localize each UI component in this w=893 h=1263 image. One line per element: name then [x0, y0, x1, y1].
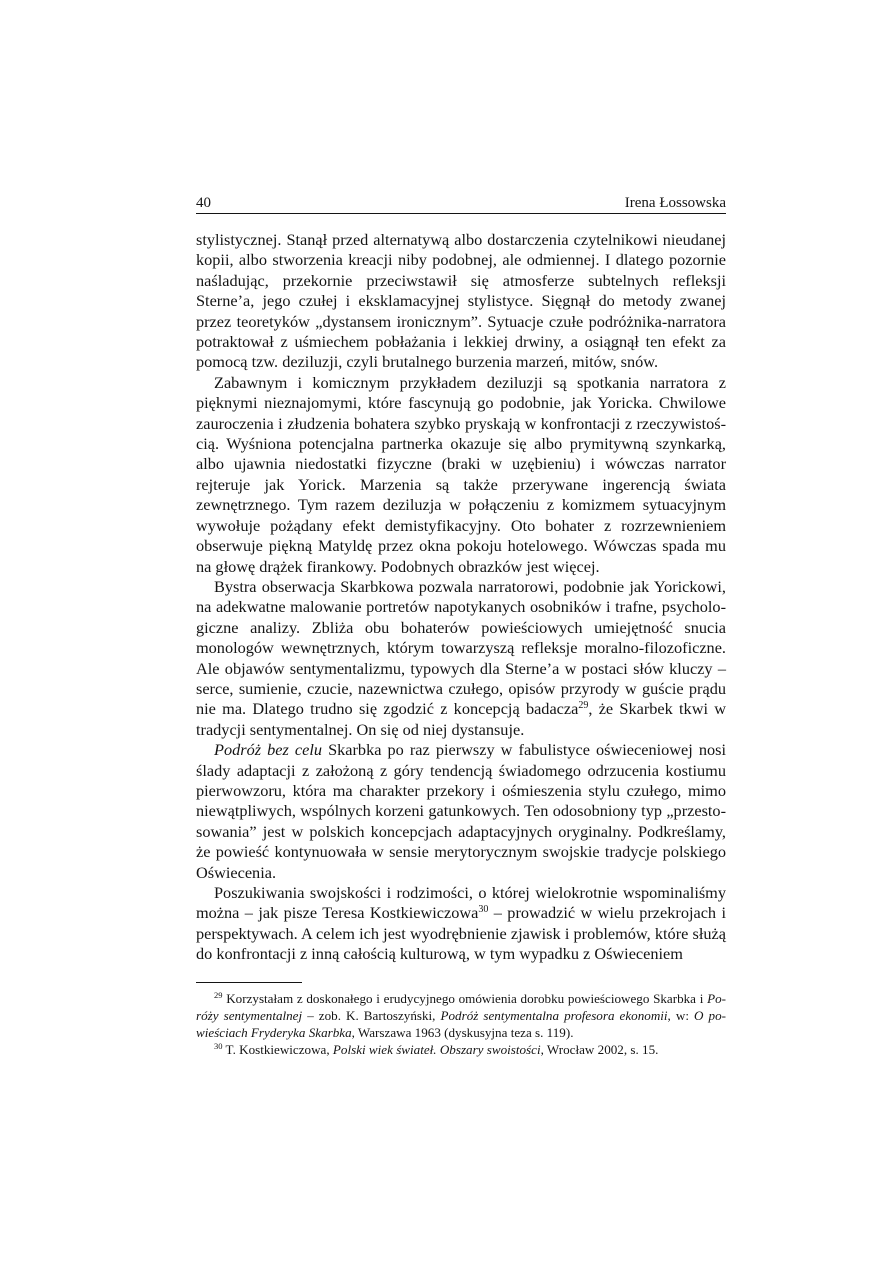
page-number: 40	[196, 195, 211, 211]
paragraph-4	[196, 740, 726, 883]
footnote-29-title-c: O powieściach Fryderyka Skarbka	[196, 1008, 726, 1040]
paragraph-4-text: Skarbka po raz pierwszy w fabulistyce oświeceniowej nosi ślady adaptacji z założoną z góry tendencją świadomego odrzucenia kostiumu pierwowzoru, która ma charakter przekory i ośmieszenia stylu czułego, mimo niewątpliwych, wspólnych korzeni gatunkowych. Ten odosobniony typ „przestosowania” jest w polskich koncepcjach adaptacyjnych oryginalny. Podkreślamy, że powieść kontynuowała w sensie merytorycznym swojskie tradycje polskiego Oświecenia.	[196, 740, 726, 882]
footnote-ref-29: 29	[578, 700, 589, 712]
footnotes	[196, 990, 726, 1058]
footnote-29-text-d: , Warszawa 1963 (dyskusyjna teza s. 119).	[351, 1025, 574, 1040]
footnote-29	[196, 990, 726, 1041]
paragraph-1: stylistycznej. Stanął przed alternatywą albo dostarczenia czytelnikowi nieudanej kopii, albo stworzenia kreacji niby podobnej, ale odmiennej. I dlatego pozornie naśladując, przekornie przeciwstawił się atmosferze subtelnych refleksji Sterne’a, jego czułej i eksklamacyjnej stylistyce. Sięgnął do metody zwanej przez teoretyków „dystansem ironicznym”. Sytuacje czułe podróżnika-narratora potraktował z uśmiechem pobłażania i lekkiej drwiny, a osiągnął ten efekt za pomocą tzw. deziluzji, czyli brutalnego burzenia marzeń, mitów, snów.	[196, 230, 726, 372]
footnote-30-number: 30	[214, 1041, 223, 1051]
footnote-30	[196, 1041, 726, 1058]
paragraph-2: Zabawnym i komicznym przykładem deziluzji są spotkania narratora z pięknymi nieznajomymi, które fascynują go podobnie, jak Yoricka. Chwilowe zauroczenia i złudzenia bohatera szybko pryskają w konfrontacji z rzeczywistością. Wyśniona potencjalna partnerka okazuje się albo prymitywną szynkarką, albo ujawnia niedostatki fizyczne (braki w uzębieniu) i wówczas narrator rejteruje jak Yorick. Marzenia są także przerywane ingerencją świata zewnętrznego. Tym razem deziluzja w połączeniu z komizmem sytuacyjnym wywołuje pożądany efekt demistyfikacyjny. Oto bohater z rozrzewnieniem obserwuje piękną Matyldę przez okna pokoju hotelowego. Wówczas spada mu na głowę drążek firankowy. Podobnych obrazków jest więcej.	[196, 372, 726, 576]
paragraph-3-text-a: Bystra obserwacja Skarbkowa pozwala narratorowi, podobnie jak Yorickowi, na adekwatne malowanie portretów napotykanych osobników i trafne, psychologiczne analizy. Zbliża obu bohaterów powieściowych umiejętność snucia monologów wewnętrznych, którym towarzyszą refleksje moralno-filozoficzne. Ale objawów sentymentalizmu, typowych dla Sterne’a w postaci słów kluczy – serce, sumienie, czucie, nazewnictwa czułego, opisów przyrody w guście prądu nie ma. Dlatego trudno się zgodzić z koncepcją badacza	[196, 576, 726, 719]
paragraph-5-text-a: Poszukiwania swojskości i rodzimości, o której wielokrotnie wspominaliśmy można – jak pisze Teresa Kostkiewiczowa	[196, 883, 726, 923]
running-head-author: Irena Łossowska	[624, 195, 726, 211]
footnote-29-title-b: Podróż sentymentalna profesora ekonomii	[440, 1008, 668, 1023]
footnote-ref-30: 30	[478, 904, 489, 916]
footnote-29-text-c: , w:	[667, 1008, 695, 1023]
paragraph-5-text-b: – prowadzić w wielu przekrojach i perspektywach. A celem ich jest wyodrębnienie zjawisk i problemów, które służą do konfrontacji z inną całością kulturową, w tym wypadku z Oświeceniem	[196, 903, 726, 964]
footnote-30-title: Polski wiek świateł. Obszary swoistości	[332, 1042, 541, 1057]
header-rule	[196, 213, 726, 214]
footnote-rule	[196, 982, 302, 983]
footnote-30-text-b: , Wrocław 2002, s. 15.	[540, 1042, 659, 1057]
footnote-29-text-b: – zob. K. Bartoszyński,	[302, 1008, 441, 1023]
running-header	[196, 194, 726, 213]
paragraph-3	[196, 577, 726, 740]
footnote-29-title-a: Poróży sentymentalnej	[196, 991, 726, 1023]
paragraph-5	[196, 883, 726, 965]
footnote-29-number: 29	[214, 990, 223, 1000]
footnote-30-text-a: T. Kostkiewiczowa,	[222, 1042, 333, 1057]
book-title-italic: Podróż bez celu	[214, 740, 323, 760]
paragraph-3-text-b: , że Skarbek tkwi w tradycji sentymentalnej. On się od niej dystansuje.	[196, 699, 726, 739]
main-text	[196, 230, 726, 965]
footnote-29-text-a: Korzystałam z doskonałego i erudycyjnego omówienia dorobku powieściowego Skarbka i	[222, 991, 708, 1006]
